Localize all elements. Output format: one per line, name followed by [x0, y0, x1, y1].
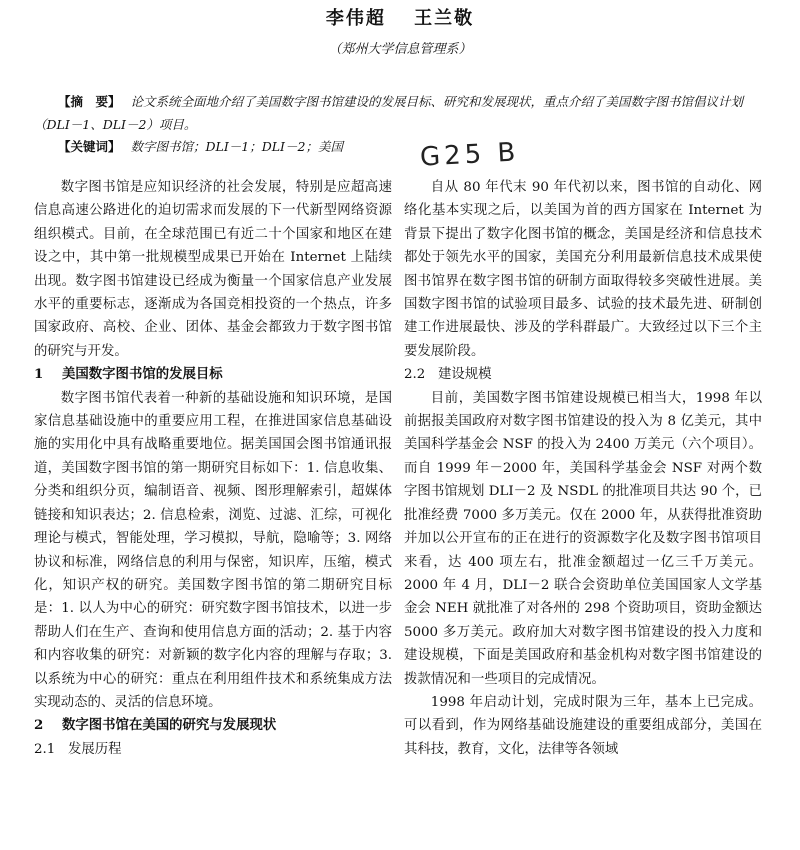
section-heading	[34, 714, 392, 737]
paragraph: 数字图书馆是应知识经济的社会发展，特别是应超高速信息高速公路进化的迫切需求而发展的下一代新型网络资源组织模式。目前，在全球范围已有近二十个国家和地区在建设之中，其中第一批规模型成果已开始在 Internet 上陆续出现。数字图书馆建设已经成为衡量一个国家信息产业发展水平的重要标志，逐渐成为各国竞相投资的一个热点，许多国家政府、高校、企业、团体、基金会都致力于数字图书馆的研究与开发。	[34, 180, 392, 359]
author-line	[0, 4, 800, 30]
paragraph: 数字图书馆代表着一种新的基础设施和知识环境，是国家信息基础设施中的重要应用工程，在推进国家信息基础设施的实用化中具有战略重要地位。据美国国会图书馆通讯报道，美国数字图书馆的第一期研究目标如下：1. 信息收集、分类和组织分页，编制语音、视频、图形理解索引，超媒体链接和知识表达；2. 信息检索，浏览、过滤、汇综，可视化理论与模式，智能处理，学习模拟，导航，隐喻等；3. 网络协议和标准，网络信息的利用与保密，知识库，压缩，模式化，知识产权的研究。美国数字图书馆的第二期研究目标是：1. 以人为中心的研究：研究数字图书馆技术，以进一步帮助人们在生产、查询和使用信息方面的活动；2. 基于内容和内容收集的研究：对新颖的数字化内容的理解与存取；3. 以系统为中心的研究：重点在利用组件技术和系统集成方法实现动态的、灵活的信息环境。	[34, 390, 392, 710]
section-title: 数字图书馆在美国的研究与发展现状	[62, 717, 277, 734]
paragraph: 1998 年启动计划，完成时限为三年，基本上已完成。可以看到，作为网络基础设施建设的重要组成部分，美国在其科技，教育，文化，法律等各领域	[404, 694, 762, 757]
affiliation: （郑州大学信息管理系）	[328, 42, 472, 57]
abstract-text: 论文系统全面地介绍了美国数字图书馆建设的发展目标、研究和发展现状，重点介绍了美国数字图书馆倡议计划（DLI－1、DLI－2）项目。	[34, 94, 744, 132]
paragraph: 自从 80 年代末 90 年代初以来，图书馆的自动化、网络化基本实现之后，以美国为首的西方国家在 Internet 为背景下提出了数字化图书馆的概念，美国是经济和信息技术都处于领先水平的国家，美国充分利用最新信息技术成果使图书馆界在数字图书馆的研制方面取得较多突破性进展。美国数字图书馆的试验项目最多、试验的技术最先进、研制创建工作进展最快、涉及的学科群最广。大致经过以下三个主要发展阶段。	[404, 180, 762, 359]
paragraph: 目前，美国数字图书馆建设规模已相当大，1998 年以前据报美国政府对数字图书馆建设的投入为 8 亿美元，其中美国科学基金会 NSF 的投入为 2400 万美元（六个项目）。而自 1999 年－2000 年，美国科学基金会 NSF 对两个数字图书馆规划 DLI－2 及 NSDL 的批准项目共达 90 个，已批准经费 7000 多万美元。仅在 2000 年，从获得批准资助并加以公开宣布的正在进行的资源数字化及数字图书馆项目来看，达 400 项左右，批准金额超过一亿三千万美元。2000 年 4 月，DLI－2 联合会资助单位美国国家人文学基金会 NEH 就批准了对各州的 298 个资助项目，资助金额达 5000 多万美元。政府加大对数字图书馆建设的投入力度和建设规模，下面是美国政府和基金机构对数字图书馆建设的拨款情况和一些项目的完成情况。	[404, 390, 762, 687]
left-column	[34, 176, 392, 761]
handwritten-classification: G25 B	[419, 137, 521, 173]
author-name: 王兰敬	[414, 8, 475, 29]
subsection-number: 2.1	[34, 741, 56, 757]
section-number: 1	[34, 366, 44, 383]
subsection-number: 2.2	[404, 367, 426, 383]
abstract-label: 【摘 要】	[58, 94, 121, 109]
keywords-label: 【关键词】	[58, 139, 121, 154]
section-heading	[34, 363, 392, 386]
section-number: 2	[34, 717, 44, 734]
subsection-heading	[34, 738, 392, 761]
author-name: 李伟超	[325, 8, 386, 29]
keywords-text: 数字图书馆；DLI－1；DLI－2；美国	[130, 139, 343, 154]
subsection-title: 建设规模	[438, 367, 492, 383]
keywords	[58, 136, 418, 158]
right-column	[404, 176, 762, 761]
section-title: 美国数字图书馆的发展目标	[62, 366, 223, 383]
subsection-title: 发展历程	[68, 741, 122, 757]
subsection-heading	[404, 363, 762, 386]
abstract	[34, 90, 764, 136]
